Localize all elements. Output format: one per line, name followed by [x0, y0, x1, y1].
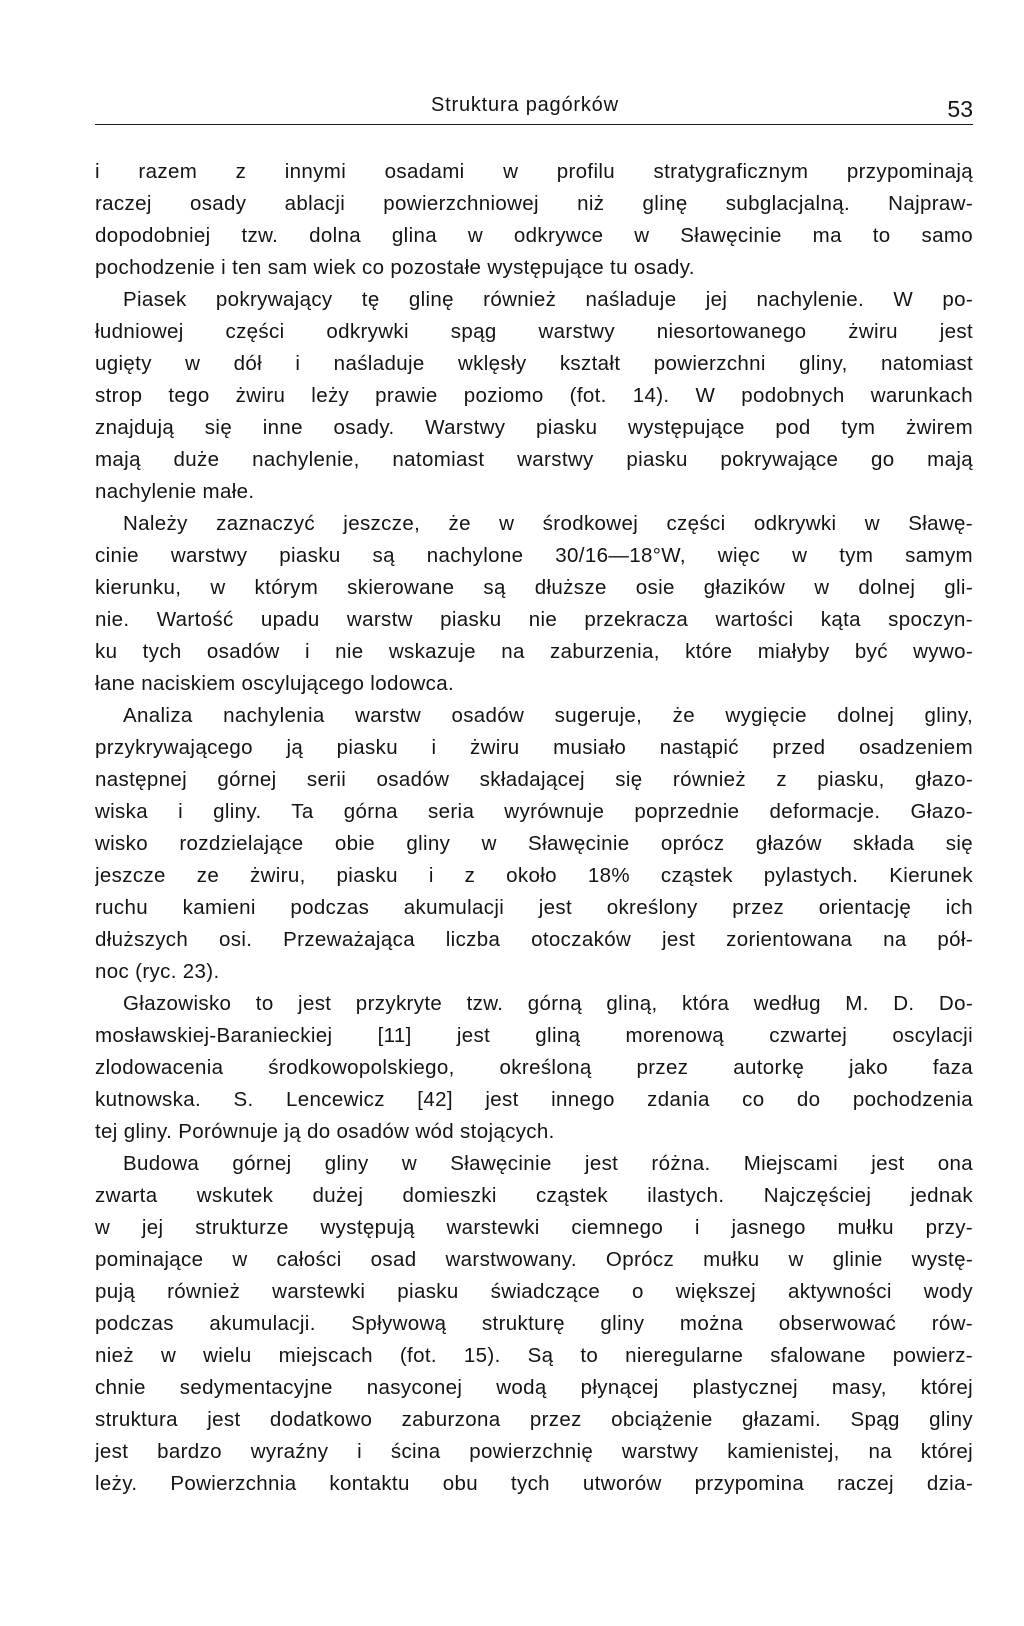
text-line: nachylenie małe.: [95, 480, 255, 503]
text-line: mosławskiej-Baranieckiej [11] jest gliną morenową czwartej oscylacji: [95, 1024, 973, 1047]
text-line: Budowa górnej gliny w Sławęcinie jest różna. Miejscami jest ona: [123, 1152, 973, 1175]
text-line: łane naciskiem oscylującego lodowca.: [95, 672, 455, 695]
running-title: Struktura pagórków: [431, 94, 619, 116]
text-line: zlodowacenia środkowopolskiego, określoną przez autorkę jako faza: [95, 1056, 973, 1079]
text-line: mają duże nachylenie, natomiast warstwy piasku pokrywające go mają: [95, 448, 973, 471]
paragraph: [95, 508, 973, 700]
text-line: łudniowej części odkrywki spąg warstwy niesortowanego żwiru jest: [95, 320, 973, 343]
text-line: wisko rozdzielające obie gliny w Sławęcinie oprócz głazów składa się: [95, 832, 973, 855]
body-text: [95, 156, 973, 1500]
text-line: jeszcze ze żwiru, piasku i z około 18% cząstek pylastych. Kierunek: [95, 864, 973, 887]
text-line: wiska i gliny. Ta górna seria wyrównuje poprzednie deformacje. Głazo-: [95, 800, 973, 823]
paragraph: [95, 700, 973, 988]
text-line: podczas akumulacji. Spływową strukturę gliny można obserwować rów-: [95, 1312, 973, 1335]
text-line: dłuższych osi. Przeważająca liczba otoczaków jest zorientowana na pół-: [95, 928, 973, 951]
text-line: ku tych osadów i nie wskazuje na zaburzenia, które miałyby być wywo-: [95, 640, 973, 663]
text-line: Należy zaznaczyć jeszcze, że w środkowej części odkrywki w Sławę-: [123, 512, 973, 535]
text-line: kutnowska. S. Lencewicz [42] jest innego zdania co do pochodzenia: [95, 1088, 973, 1111]
page-number: 53: [947, 96, 973, 122]
text-line: raczej osady ablacji powierzchniowej niż glinę subglacjalną. Najpraw-: [95, 192, 973, 215]
paragraph: [95, 988, 973, 1148]
text-line: strop tego żwiru leży prawie poziomo (fot. 14). W podobnych warunkach: [95, 384, 973, 407]
text-line: noc (ryc. 23).: [95, 960, 220, 983]
text-line: ruchu kamieni podczas akumulacji jest określony przez orientację ich: [95, 896, 973, 919]
text-line: i razem z innymi osadami w profilu stratygraficznym przypominają: [95, 160, 973, 183]
text-line: zwarta wskutek dużej domieszki cząstek ilastych. Najczęściej jednak: [95, 1184, 973, 1207]
text-line: Piasek pokrywający tę glinę również naśladuje jej nachylenie. W po-: [123, 288, 973, 311]
text-line: leży. Powierzchnia kontaktu obu tych utworów przypomina raczej dzia-: [95, 1472, 973, 1495]
text-line: pochodzenie i ten sam wiek co pozostałe występujące tu osady.: [95, 256, 695, 279]
text-line: kierunku, w którym skierowane są dłuższe osie głazików w dolnej gli-: [95, 576, 973, 599]
paragraph: [95, 1148, 973, 1500]
text-line: dopodobniej tzw. dolna glina w odkrywce w Sławęcinie ma to samo: [95, 224, 973, 247]
paragraph: [95, 156, 973, 284]
text-line: znajdują się inne osady. Warstwy piasku występujące pod tym żwirem: [95, 416, 973, 439]
text-line: Głazowisko to jest przykryte tzw. górną gliną, która według M. D. Do-: [123, 992, 973, 1015]
text-line: nie. Wartość upadu warstw piasku nie przekracza wartości kąta spoczyn-: [95, 608, 973, 631]
paragraph: [95, 284, 973, 508]
text-line: przykrywającego ją piasku i żwiru musiało nastąpić przed osadzeniem: [95, 736, 973, 759]
text-line: Analiza nachylenia warstw osadów sugeruje, że wygięcie dolnej gliny,: [123, 704, 973, 727]
header-rule: [95, 124, 973, 125]
text-line: chnie sedymentacyjne nasyconej wodą płynącej plastycznej masy, której: [95, 1376, 973, 1399]
text-line: jest bardzo wyraźny i ścina powierzchnię warstwy kamienistej, na której: [95, 1440, 973, 1463]
page-header: [95, 92, 973, 128]
text-line: tej gliny. Porównuje ją do osadów wód stojących.: [95, 1120, 555, 1143]
text-line: ugięty w dół i naśladuje wklęsły kształt powierzchni gliny, natomiast: [95, 352, 973, 375]
text-line: nież w wielu miejscach (fot. 15). Są to nieregularne sfalowane powierz-: [95, 1344, 973, 1367]
text-line: następnej górnej serii osadów składającej się również z piasku, głazo-: [95, 768, 973, 791]
text-line: pominające w całości osad warstwowany. Oprócz mułku w glinie wystę-: [95, 1248, 973, 1271]
text-line: w jej strukturze występują warstewki ciemnego i jasnego mułku przy-: [95, 1216, 973, 1239]
text-line: struktura jest dodatkowo zaburzona przez obciążenie głazami. Spąg gliny: [95, 1408, 973, 1431]
text-line: cinie warstwy piasku są nachylone 30/16—18°W, więc w tym samym: [95, 544, 973, 567]
text-line: pują również warstewki piasku świadczące o większej aktywności wody: [95, 1280, 973, 1303]
